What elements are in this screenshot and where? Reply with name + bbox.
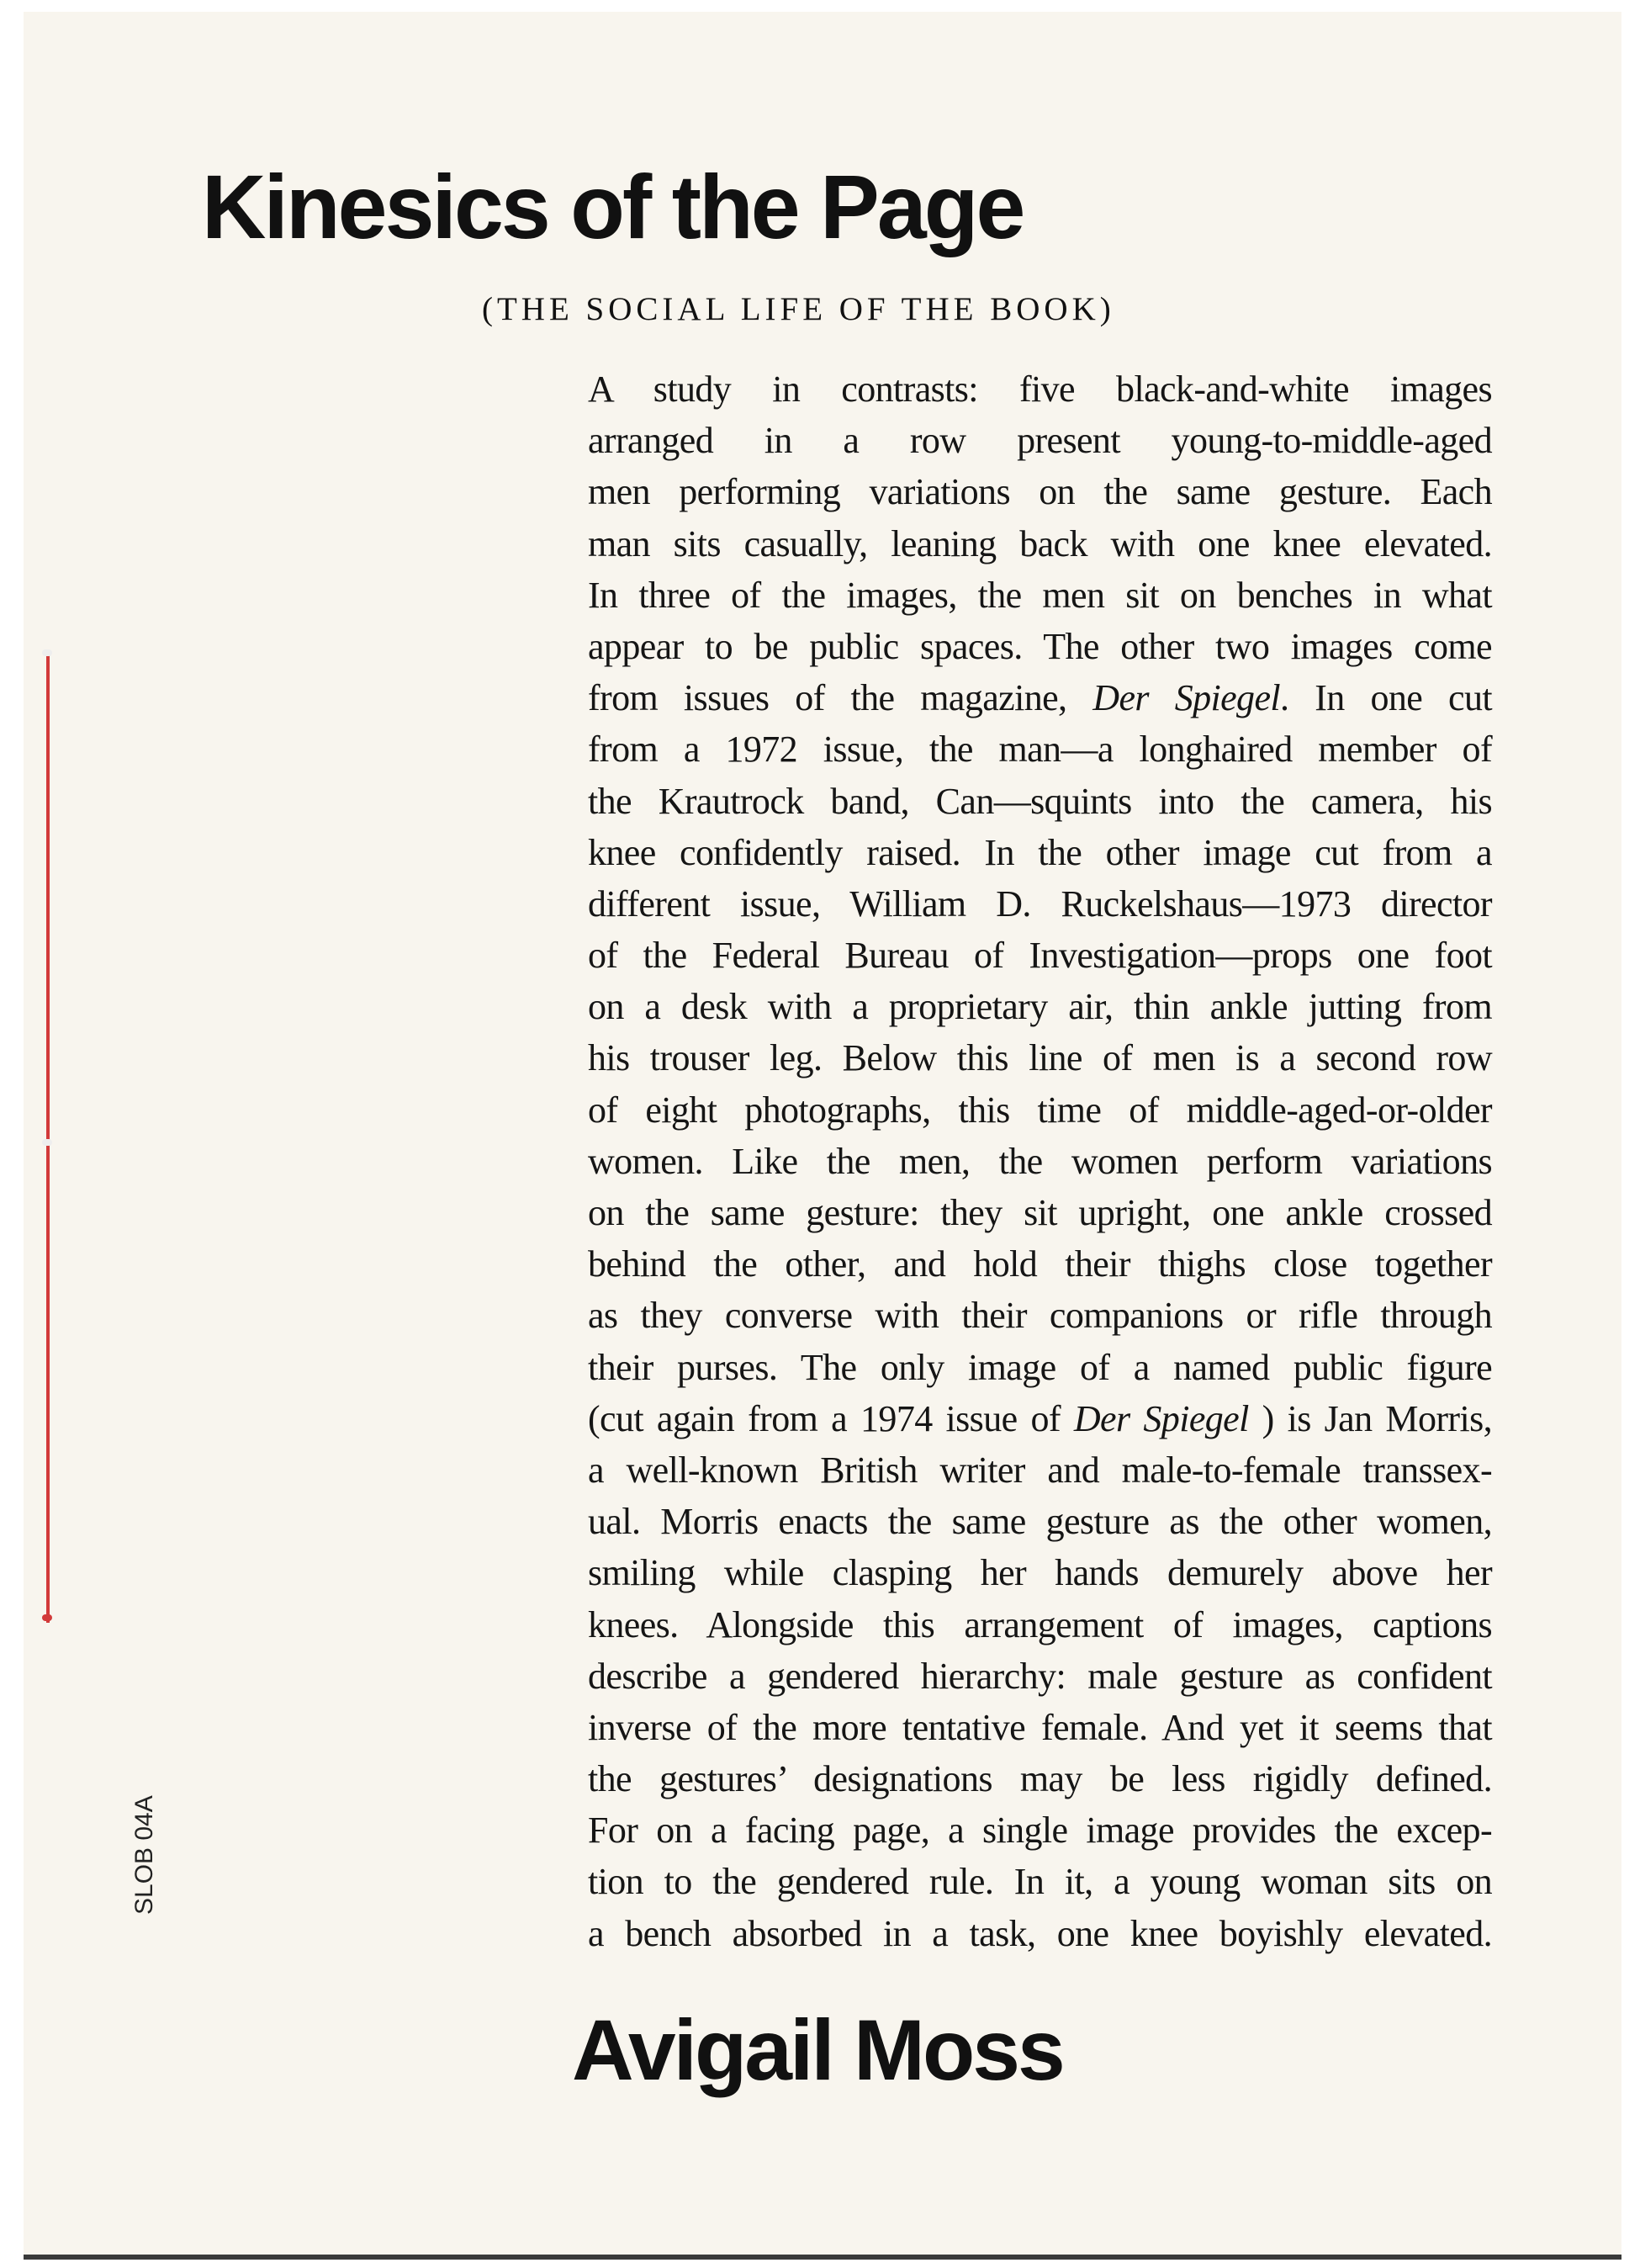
body-line	[588, 1238, 1492, 1290]
body-line	[588, 621, 1492, 672]
line-text: of the Federal Bureau of Investigation—props one foot	[588, 935, 1492, 977]
body-line	[588, 1290, 1492, 1341]
line-text: knee confidently raised. In the other image cut from a	[588, 831, 1492, 873]
line-text: arranged in a row present young-to-middle-aged	[588, 420, 1492, 462]
body-line	[588, 878, 1492, 930]
line-text: ual. Morris enacts the same gesture as the other women,	[588, 1501, 1492, 1543]
line-text: a bench absorbed in a task, one knee boyishly elevated.	[588, 1912, 1492, 1954]
line-text: appear to be public spaces. The other two images come	[588, 625, 1492, 667]
body-line	[588, 1032, 1492, 1084]
body-line	[588, 363, 1492, 415]
body-text	[588, 363, 1492, 1959]
body-line	[588, 1187, 1492, 1238]
body-line	[588, 466, 1492, 517]
line-text: as they converse with their companions or rifle through	[588, 1295, 1492, 1337]
line-text: of eight photographs, this time of middle-aged-or-older	[588, 1089, 1492, 1131]
line-text: inverse of the more tentative female. And yet it seems that	[588, 1706, 1492, 1748]
line-text: the Krautrock band, Can—squints into the camera, his	[588, 780, 1492, 822]
body-line	[588, 1084, 1492, 1136]
line-text: the gestures’ designations may be less rigidly defined.	[588, 1758, 1492, 1800]
body-line	[588, 1444, 1492, 1496]
line-text: from issues of the magazine,	[588, 677, 1093, 719]
body-line	[588, 1136, 1492, 1187]
line-text: man sits casually, leaning back with one knee elevated.	[588, 522, 1492, 564]
body-line	[588, 415, 1492, 466]
line-text: A study in contrasts: five black-and-white images	[588, 368, 1492, 410]
body-line	[588, 1856, 1492, 1907]
body-line	[588, 570, 1492, 621]
line-text: women. Like the men, the women perform variations	[588, 1140, 1492, 1182]
thread-knot	[42, 649, 52, 656]
line-text: (cut again from a 1974 issue of	[588, 1397, 1074, 1439]
body-line	[588, 981, 1492, 1032]
line-text: ) is Jan Morris,	[1248, 1397, 1493, 1439]
body-line	[588, 1342, 1492, 1393]
body-line	[588, 776, 1492, 827]
body-line	[588, 518, 1492, 570]
author-name: Avigail Moss	[572, 2002, 1063, 2098]
italic-title: Der Spiegel	[1092, 677, 1281, 719]
line-text: . In one cut	[1280, 677, 1492, 719]
line-text: on a desk with a proprietary air, thin ankle jutting from	[588, 986, 1492, 1028]
line-text: their purses. The only image of a named public figure	[588, 1346, 1492, 1388]
line-text: smiling while clasping her hands demurely above her	[588, 1552, 1492, 1594]
series-label: SLOB 04A	[130, 1795, 158, 1915]
line-text: a well-known British writer and male-to-female transsex-	[588, 1449, 1492, 1491]
line-text: from a 1972 issue, the man—a longhaired member of	[588, 729, 1492, 771]
body-line	[588, 672, 1492, 723]
body-line	[588, 1651, 1492, 1702]
body-line	[588, 827, 1492, 878]
line-text: In three of the images, the men sit on benches in what	[588, 574, 1492, 616]
body-line	[588, 1599, 1492, 1651]
body-line	[588, 1753, 1492, 1804]
subtitle: (THE SOCIAL LIFE OF THE BOOK)	[482, 291, 1115, 327]
thread-knot	[42, 1139, 52, 1146]
body-line	[588, 1908, 1492, 1959]
line-text: For on a facing page, a single image provides the excep-	[588, 1810, 1492, 1852]
line-text: different issue, William D. Ruckelshaus—1973 director	[588, 882, 1492, 925]
body-line	[588, 930, 1492, 981]
italic-title: Der Spiegel	[1073, 1397, 1249, 1439]
line-text: describe a gendered hierarchy: male gesture as confident	[588, 1655, 1492, 1697]
line-text: on the same gesture: they sit upright, one ankle crossed	[588, 1192, 1492, 1233]
line-text: behind the other, and hold their thighs close together	[588, 1243, 1492, 1285]
body-line	[588, 1393, 1492, 1444]
body-line	[588, 1702, 1492, 1753]
body-line	[588, 1496, 1492, 1547]
booklet-cover	[24, 12, 1621, 2255]
line-text: knees. Alongside this arrangement of images, captions	[588, 1603, 1492, 1645]
thread-knot	[42, 1614, 52, 1621]
body-line	[588, 1547, 1492, 1598]
body-line	[588, 723, 1492, 775]
line-text: tion to the gendered rule. In it, a young woman sits on	[588, 1861, 1492, 1903]
body-line	[588, 1804, 1492, 1856]
title: Kinesics of the Page	[202, 156, 1024, 257]
line-text: his trouser leg. Below this line of men is a second row	[588, 1037, 1492, 1079]
line-text: men performing variations on the same gesture. Each	[588, 471, 1492, 513]
